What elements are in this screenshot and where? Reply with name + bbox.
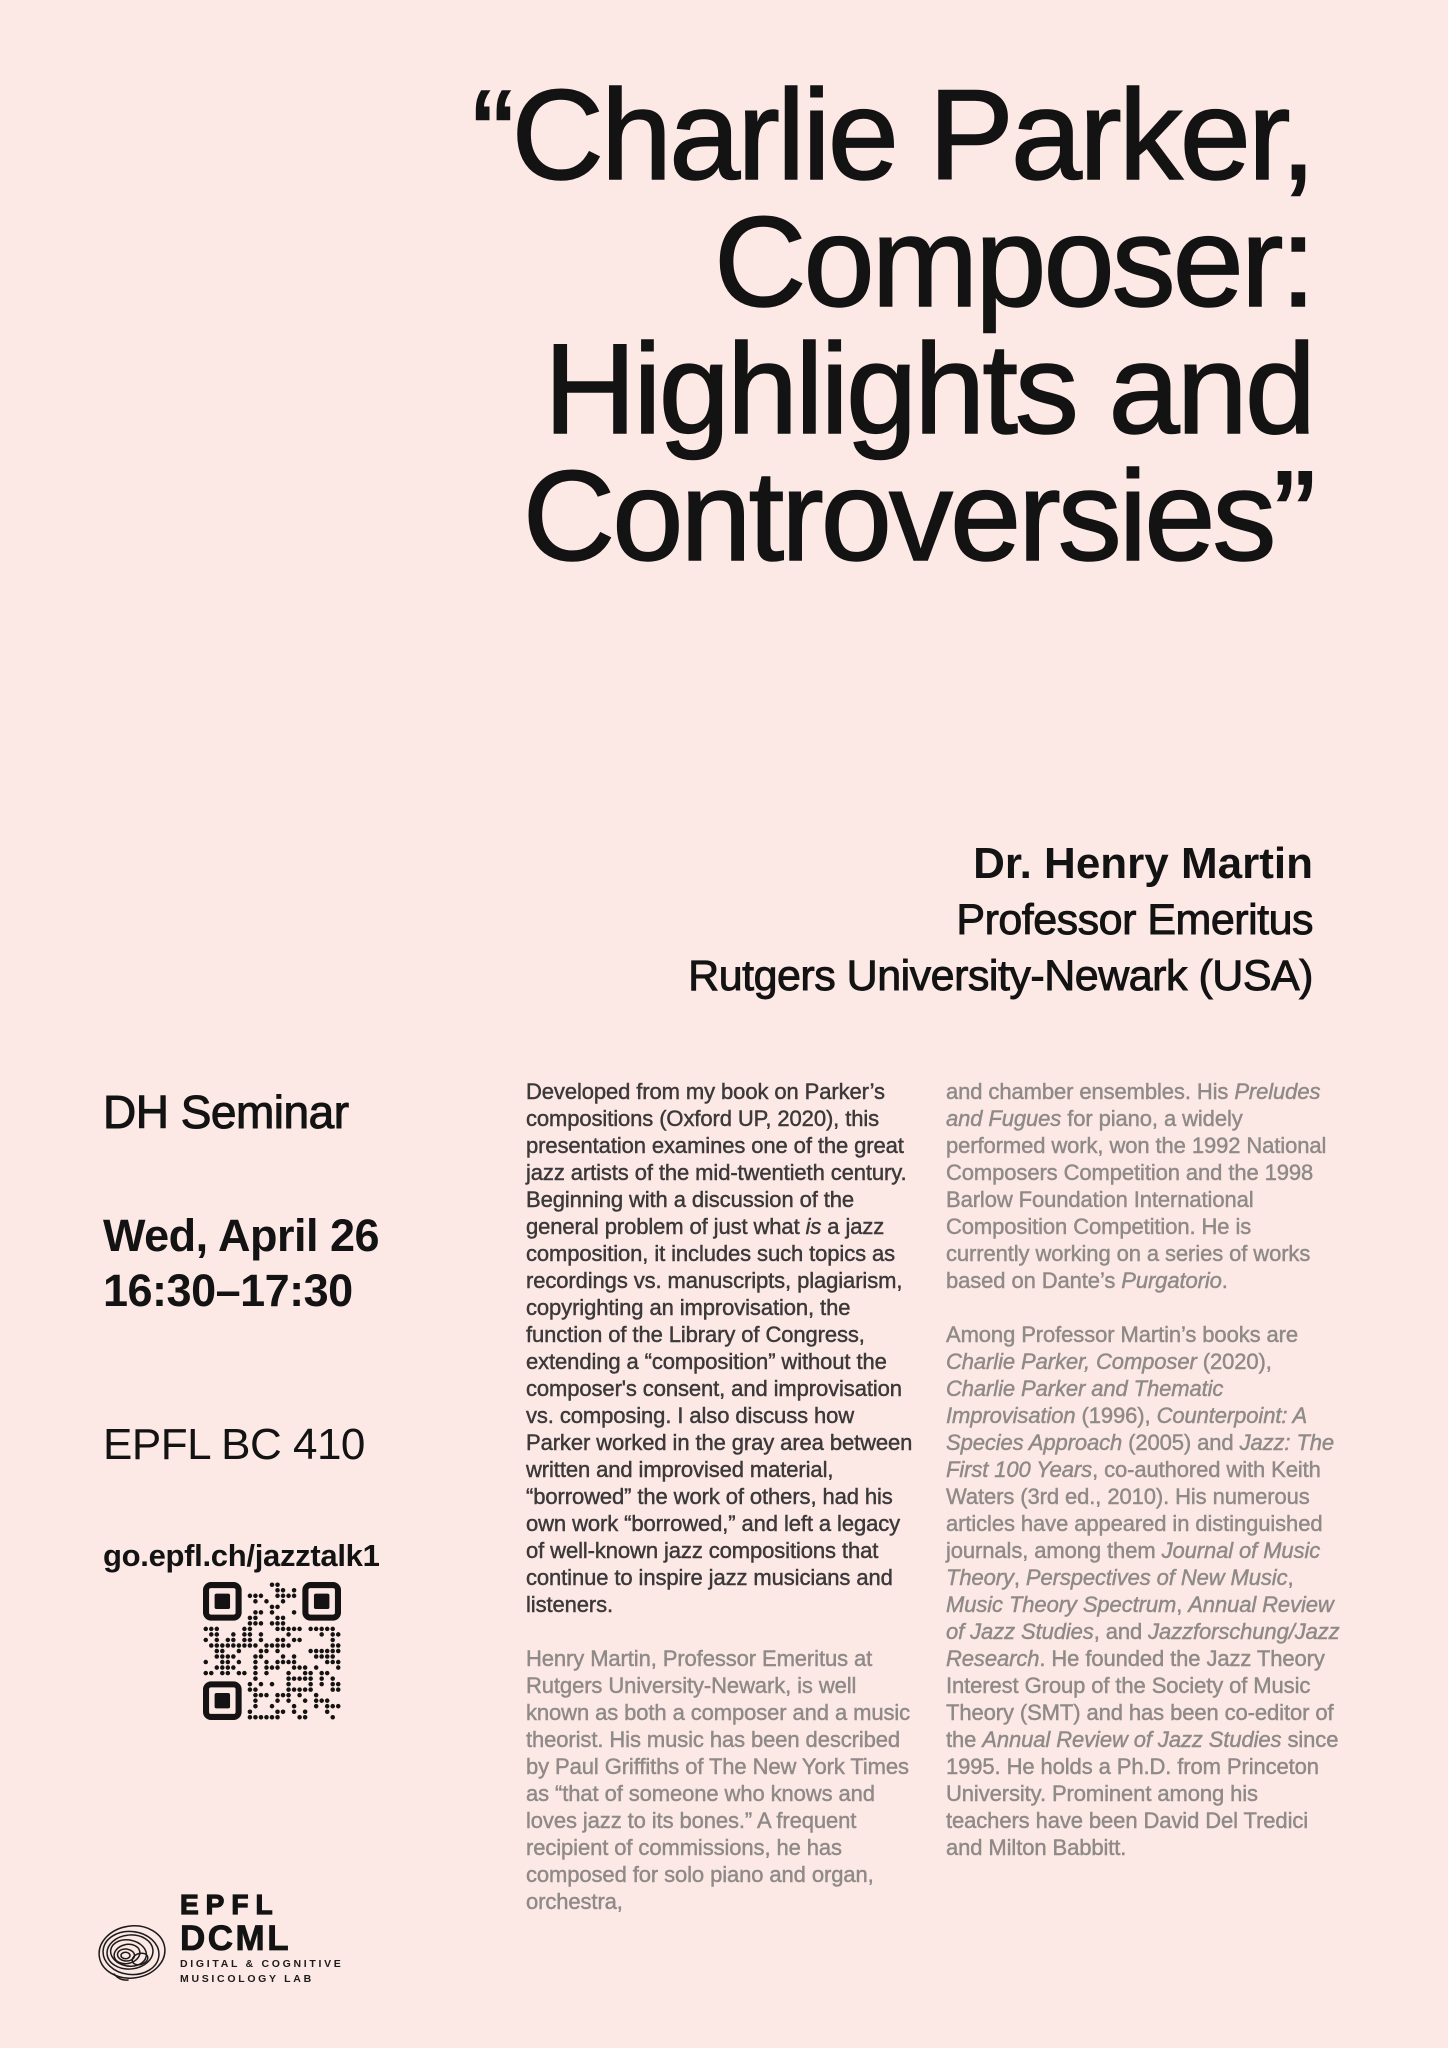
event-time: 16:30–17:30 bbox=[103, 1265, 353, 1316]
logo-subtitle-line-2: MUSICOLOGY LAB bbox=[180, 1973, 314, 1985]
speaker-role: Professor Emeritus bbox=[956, 896, 1313, 944]
logo-subtitle-line-1: DIGITAL & COGNITIVE bbox=[180, 1958, 344, 1970]
dcml-logo bbox=[96, 1890, 344, 1987]
title-line-1: “Charlie Parker, bbox=[471, 64, 1313, 207]
title-line-3: Highlights and bbox=[543, 318, 1313, 461]
abstract-paragraph: Developed from my book on Parker’s compositions (Oxford UP, 2020), this presentation examines one of the great jazz artists of the mid-twentieth century. Beginning with a discussion of the general problem of just what is a jazz composition, it includes such topics as recordings vs. manuscripts, plagiarism, copyrighting an improvisation, the function of the Library of Congress, extending a “composition” without the composer's consent, and improvisation vs. composing. I also discuss how Parker worked in the gray area between written and improvised material, “borrowed” the work of others, had his own work “borrowed,” and left a legacy of well-known jazz compositions that continue to inspire jazz musicians and listeners. bbox=[526, 1079, 913, 1617]
bio-paragraph-3: Among Professor Martin’s books are Charlie Parker, Composer (2020), Charlie Parker and Thematic Improvisation (1996), Counterpoint: A Species Approach (2005) and Jazz: The First 100 Years, co-authored with Keith Waters (3rd ed., 2010). His numerous articles have appeared in distinguished journals, among them Journal of Music Theory, Perspectives of New Music, Music Theory Spectrum, Annual Review of Jazz Studies, and Jazzforschung/Jazz Research. He founded the Jazz Theory Interest Group of the Society of Music Theory (SMT) and has been co-editor of the Annual Review of Jazz Studies since 1995. He holds a Ph.D. from Princeton University. Prominent among his teachers have been David Del Tredici and Milton Babbitt. bbox=[946, 1322, 1340, 1860]
speaker-affiliation: Rutgers University-Newark (USA) bbox=[688, 952, 1313, 1000]
event-datetime bbox=[103, 1208, 379, 1318]
logo-text bbox=[180, 1890, 344, 1987]
speaker-name: Dr. Henry Martin bbox=[973, 839, 1313, 888]
bio-paragraph-2: and chamber ensembles. His Preludes and Fugues for piano, a widely performed work, won the 1992 National Composers Competition and the 1998 Barlow Foundation International Composition Competition. He is currently working on a series of works based on Dante’s Purgatorio. bbox=[946, 1079, 1327, 1293]
epfl-wordmark: EPFL bbox=[180, 1889, 280, 1920]
speaker-block bbox=[688, 836, 1313, 1004]
poster-title bbox=[471, 64, 1313, 588]
abstract-column bbox=[526, 1078, 918, 1942]
title-line-4: Controversies” bbox=[522, 445, 1313, 588]
seminar-series-label: DH Seminar bbox=[103, 1086, 349, 1138]
event-link[interactable]: go.epfl.ch/jazztalk1 bbox=[103, 1538, 380, 1573]
title-line-2: Composer: bbox=[714, 191, 1313, 334]
qr-code bbox=[203, 1582, 341, 1720]
dcml-wordmark: DCML bbox=[180, 1919, 292, 1958]
bio-paragraph-1: Henry Martin, Professor Emeritus at Rutgers University-Newark, is well known as both a composer and a music theorist. His music has been described by Paul Griffiths of The New York Times as “that of someone who knows and loves jazz to its bones.” A frequent recipient of commissions, he has composed for solo piano and organ, orchestra, bbox=[526, 1646, 911, 1914]
bio-column bbox=[946, 1078, 1340, 1888]
event-location: EPFL BC 410 bbox=[103, 1420, 365, 1469]
brain-scribble-icon bbox=[96, 1922, 168, 1984]
event-date: Wed, April 26 bbox=[103, 1210, 380, 1261]
